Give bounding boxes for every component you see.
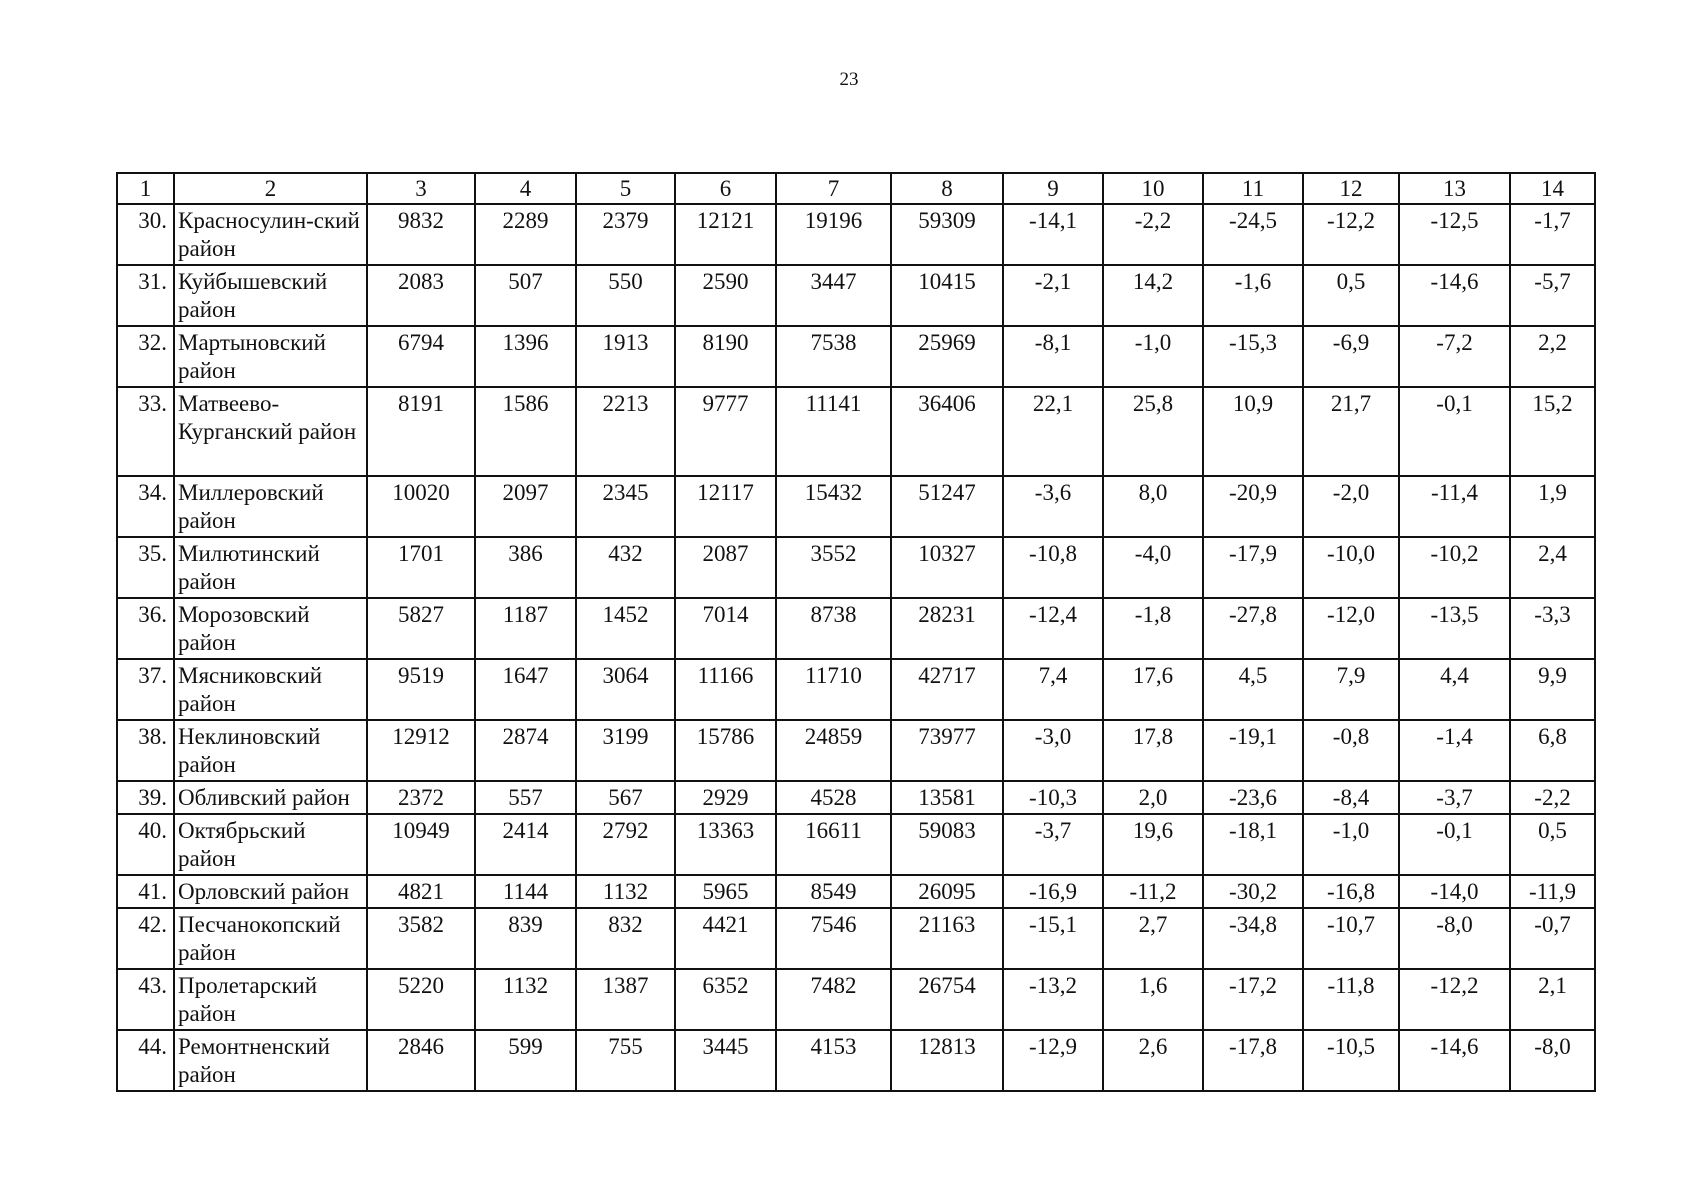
table-cell: 3582 (367, 908, 475, 969)
table-cell: 4,5 (1203, 659, 1303, 720)
table-cell: 7482 (776, 969, 891, 1030)
table-cell: -30,2 (1203, 875, 1303, 908)
table-cell: 1396 (475, 326, 576, 387)
table-cell: 4421 (675, 908, 776, 969)
table-cell: 16611 (776, 814, 891, 875)
table-cell: 2087 (675, 537, 776, 598)
table-cell: -8,0 (1399, 908, 1510, 969)
table-cell: -1,0 (1103, 326, 1203, 387)
table-cell: 9832 (367, 204, 475, 265)
table-cell: -14,6 (1399, 1030, 1510, 1091)
table-row (117, 598, 1595, 659)
table-cell: 2874 (475, 720, 576, 781)
table-cell: -1,6 (1203, 265, 1303, 326)
table-cell: -23,6 (1203, 781, 1303, 814)
table-cell: 4153 (776, 1030, 891, 1091)
header-row (117, 173, 1595, 204)
table-cell: -11,2 (1103, 875, 1203, 908)
page-number: 23 (839, 69, 859, 90)
district-name: Неклиновский район (174, 720, 367, 781)
table-cell: -12,9 (1003, 1030, 1103, 1091)
row-number: 36. (117, 598, 174, 659)
table-cell: 5965 (675, 875, 776, 908)
table-cell: 3064 (576, 659, 675, 720)
table-cell: 2590 (675, 265, 776, 326)
table-cell: 507 (475, 265, 576, 326)
table-cell: -18,1 (1203, 814, 1303, 875)
table-cell: 432 (576, 537, 675, 598)
table-cell: 8,0 (1103, 476, 1203, 537)
table-cell: 19196 (776, 204, 891, 265)
table-cell: 1647 (475, 659, 576, 720)
table-cell: 24859 (776, 720, 891, 781)
table-cell: -2,2 (1103, 204, 1203, 265)
table-cell: -2,1 (1003, 265, 1103, 326)
table-cell: -11,8 (1303, 969, 1399, 1030)
table-cell: 3445 (675, 1030, 776, 1091)
table-cell: -6,9 (1303, 326, 1399, 387)
table-cell: -0,1 (1399, 814, 1510, 875)
table-row (117, 659, 1595, 720)
table-cell: 11141 (776, 387, 891, 476)
table-cell: 28231 (891, 598, 1003, 659)
table-cell: 2,0 (1103, 781, 1203, 814)
table-cell: 1132 (475, 969, 576, 1030)
table-cell: 2,1 (1510, 969, 1595, 1030)
table-cell: -14,6 (1399, 265, 1510, 326)
table-row (117, 204, 1595, 265)
table-cell: -19,1 (1203, 720, 1303, 781)
table-cell: 7,4 (1003, 659, 1103, 720)
table-cell: 21163 (891, 908, 1003, 969)
row-number: 41. (117, 875, 174, 908)
table-cell: 10327 (891, 537, 1003, 598)
table-cell: 2379 (576, 204, 675, 265)
column-header: 10 (1103, 173, 1203, 204)
table-cell: 36406 (891, 387, 1003, 476)
table-cell: 8738 (776, 598, 891, 659)
table-cell: 59309 (891, 204, 1003, 265)
table-row (117, 875, 1595, 908)
table-cell: 1132 (576, 875, 675, 908)
table-cell: -8,0 (1510, 1030, 1595, 1091)
table-cell: -4,0 (1103, 537, 1203, 598)
table-cell: 2289 (475, 204, 576, 265)
table-cell: 2213 (576, 387, 675, 476)
table-cell: -8,1 (1003, 326, 1103, 387)
table-cell: 9,9 (1510, 659, 1595, 720)
table-cell: -10,5 (1303, 1030, 1399, 1091)
table-row (117, 1030, 1595, 1091)
column-header: 11 (1203, 173, 1303, 204)
table-cell: -11,9 (1510, 875, 1595, 908)
table-cell: 4528 (776, 781, 891, 814)
table-cell: 13363 (675, 814, 776, 875)
table-cell: -14,0 (1399, 875, 1510, 908)
table-cell: 7546 (776, 908, 891, 969)
table-cell: 6794 (367, 326, 475, 387)
table-cell: 7014 (675, 598, 776, 659)
table-cell: 51247 (891, 476, 1003, 537)
column-header: 1 (117, 173, 174, 204)
table-cell: 2414 (475, 814, 576, 875)
row-number: 32. (117, 326, 174, 387)
table-cell: -12,5 (1399, 204, 1510, 265)
table-cell: -12,0 (1303, 598, 1399, 659)
table-cell: 567 (576, 781, 675, 814)
district-name: Миллеровский район (174, 476, 367, 537)
table-cell: 5220 (367, 969, 475, 1030)
district-name: Октябрьский район (174, 814, 367, 875)
table-cell: -12,2 (1303, 204, 1399, 265)
table-cell: 5827 (367, 598, 475, 659)
table-cell: -10,2 (1399, 537, 1510, 598)
table-cell: 9777 (675, 387, 776, 476)
district-name: Обливский район (174, 781, 367, 814)
column-header: 2 (174, 173, 367, 204)
table-cell: 1,6 (1103, 969, 1203, 1030)
table-cell: 1452 (576, 598, 675, 659)
column-header: 12 (1303, 173, 1399, 204)
table-cell: 6,8 (1510, 720, 1595, 781)
table-row (117, 969, 1595, 1030)
table-cell: -7,2 (1399, 326, 1510, 387)
district-name: Песчанокопский район (174, 908, 367, 969)
table-cell: 26754 (891, 969, 1003, 1030)
table-cell: 11166 (675, 659, 776, 720)
table-cell: 21,7 (1303, 387, 1399, 476)
district-name: Милютинский район (174, 537, 367, 598)
table-cell: -12,2 (1399, 969, 1510, 1030)
row-number: 37. (117, 659, 174, 720)
district-name: Морозовский район (174, 598, 367, 659)
table-cell: 2083 (367, 265, 475, 326)
table-row (117, 537, 1595, 598)
table-cell: 8191 (367, 387, 475, 476)
table-cell: -3,7 (1399, 781, 1510, 814)
district-name: Мартыновский район (174, 326, 367, 387)
table-row (117, 387, 1595, 476)
table-cell: 22,1 (1003, 387, 1103, 476)
table-cell: -3,3 (1510, 598, 1595, 659)
table-cell: 7,9 (1303, 659, 1399, 720)
table-cell: 1,9 (1510, 476, 1595, 537)
table-cell: 9519 (367, 659, 475, 720)
table-cell: 59083 (891, 814, 1003, 875)
table-cell: 550 (576, 265, 675, 326)
row-number: 43. (117, 969, 174, 1030)
table-cell: -1,4 (1399, 720, 1510, 781)
table-cell: 12121 (675, 204, 776, 265)
table-cell: -12,4 (1003, 598, 1103, 659)
table-cell: 1387 (576, 969, 675, 1030)
table-cell: 2,7 (1103, 908, 1203, 969)
table-cell: 1144 (475, 875, 576, 908)
table-cell: 2,6 (1103, 1030, 1203, 1091)
table-cell: -2,0 (1303, 476, 1399, 537)
table-cell: 2,2 (1510, 326, 1595, 387)
table-cell: 15432 (776, 476, 891, 537)
row-number: 35. (117, 537, 174, 598)
table-cell: -0,7 (1510, 908, 1595, 969)
table-cell: 2,4 (1510, 537, 1595, 598)
column-header: 8 (891, 173, 1003, 204)
district-statistics-table (116, 172, 1596, 1092)
column-header: 7 (776, 173, 891, 204)
table-cell: 3199 (576, 720, 675, 781)
table-cell: -34,8 (1203, 908, 1303, 969)
column-header: 9 (1003, 173, 1103, 204)
table-cell: -16,8 (1303, 875, 1399, 908)
table-cell: 386 (475, 537, 576, 598)
table-cell: 12117 (675, 476, 776, 537)
table-cell: 10415 (891, 265, 1003, 326)
table-cell: -17,8 (1203, 1030, 1303, 1091)
table-cell: -15,3 (1203, 326, 1303, 387)
table-cell: -17,9 (1203, 537, 1303, 598)
table-cell: 6352 (675, 969, 776, 1030)
table-cell: 1913 (576, 326, 675, 387)
row-number: 44. (117, 1030, 174, 1091)
table-cell: 1187 (475, 598, 576, 659)
table-cell: 7538 (776, 326, 891, 387)
table-cell: -10,0 (1303, 537, 1399, 598)
table-cell: 10020 (367, 476, 475, 537)
column-header: 5 (576, 173, 675, 204)
district-name: Пролетарский район (174, 969, 367, 1030)
table-cell: -0,1 (1399, 387, 1510, 476)
table-cell: 14,2 (1103, 265, 1203, 326)
table-cell: 10949 (367, 814, 475, 875)
table-cell: 17,6 (1103, 659, 1203, 720)
table-cell: 0,5 (1303, 265, 1399, 326)
table-cell: 17,8 (1103, 720, 1203, 781)
table-cell: 1701 (367, 537, 475, 598)
district-name: Матвеево-Курганский район (174, 387, 367, 476)
table-cell: 2792 (576, 814, 675, 875)
district-name: Куйбышевский район (174, 265, 367, 326)
table-cell: 73977 (891, 720, 1003, 781)
table-cell: -13,2 (1003, 969, 1103, 1030)
table-cell: 3447 (776, 265, 891, 326)
table-cell: -5,7 (1510, 265, 1595, 326)
table-cell: 26095 (891, 875, 1003, 908)
district-name: Орловский район (174, 875, 367, 908)
table-cell: 599 (475, 1030, 576, 1091)
table-cell: 0,5 (1510, 814, 1595, 875)
row-number: 38. (117, 720, 174, 781)
table-row (117, 720, 1595, 781)
table-cell: 2345 (576, 476, 675, 537)
row-number: 40. (117, 814, 174, 875)
table-cell: -10,8 (1003, 537, 1103, 598)
table-cell: 15,2 (1510, 387, 1595, 476)
table-cell: -24,5 (1203, 204, 1303, 265)
table-cell: -10,3 (1003, 781, 1103, 814)
table-cell: 19,6 (1103, 814, 1203, 875)
table-cell: 2372 (367, 781, 475, 814)
table-cell: 12912 (367, 720, 475, 781)
table-cell: 4,4 (1399, 659, 1510, 720)
table-cell: 25969 (891, 326, 1003, 387)
row-number: 34. (117, 476, 174, 537)
table-cell: -13,5 (1399, 598, 1510, 659)
table-cell: -1,8 (1103, 598, 1203, 659)
table-cell: -1,0 (1303, 814, 1399, 875)
table-cell: 15786 (675, 720, 776, 781)
table-cell: -0,8 (1303, 720, 1399, 781)
table-row (117, 326, 1595, 387)
column-header: 14 (1510, 173, 1595, 204)
table-cell: 557 (475, 781, 576, 814)
table-cell: 13581 (891, 781, 1003, 814)
table-cell: -17,2 (1203, 969, 1303, 1030)
table-cell: 3552 (776, 537, 891, 598)
table-cell: -16,9 (1003, 875, 1103, 908)
table-cell: 4821 (367, 875, 475, 908)
table-row (117, 476, 1595, 537)
table-cell: -3,7 (1003, 814, 1103, 875)
table-cell: 11710 (776, 659, 891, 720)
table-cell: 832 (576, 908, 675, 969)
table-cell: -2,2 (1510, 781, 1595, 814)
table-cell: 8190 (675, 326, 776, 387)
table-cell: 839 (475, 908, 576, 969)
table-row (117, 781, 1595, 814)
table-row (117, 908, 1595, 969)
row-number: 31. (117, 265, 174, 326)
table-cell: 12813 (891, 1030, 1003, 1091)
table-cell: 2097 (475, 476, 576, 537)
table-cell: 2929 (675, 781, 776, 814)
table-cell: 755 (576, 1030, 675, 1091)
column-header: 4 (475, 173, 576, 204)
row-number: 30. (117, 204, 174, 265)
table-cell: -14,1 (1003, 204, 1103, 265)
district-name: Мясниковский район (174, 659, 367, 720)
table-cell: -15,1 (1003, 908, 1103, 969)
table-cell: -1,7 (1510, 204, 1595, 265)
table-cell: -27,8 (1203, 598, 1303, 659)
table-cell: -11,4 (1399, 476, 1510, 537)
table-row (117, 814, 1595, 875)
table-cell: 10,9 (1203, 387, 1303, 476)
district-name: Красносулин-ский район (174, 204, 367, 265)
table-cell: -20,9 (1203, 476, 1303, 537)
table-cell: -3,0 (1003, 720, 1103, 781)
column-header: 3 (367, 173, 475, 204)
table-cell: 42717 (891, 659, 1003, 720)
column-header: 6 (675, 173, 776, 204)
table-cell: -3,6 (1003, 476, 1103, 537)
table-cell: 25,8 (1103, 387, 1203, 476)
district-name: Ремонтненский район (174, 1030, 367, 1091)
table-cell: -8,4 (1303, 781, 1399, 814)
table-cell: 1586 (475, 387, 576, 476)
row-number: 33. (117, 387, 174, 476)
row-number: 42. (117, 908, 174, 969)
table-row (117, 265, 1595, 326)
table-cell: 2846 (367, 1030, 475, 1091)
row-number: 39. (117, 781, 174, 814)
table-cell: -10,7 (1303, 908, 1399, 969)
column-header: 13 (1399, 173, 1510, 204)
table-cell: 8549 (776, 875, 891, 908)
